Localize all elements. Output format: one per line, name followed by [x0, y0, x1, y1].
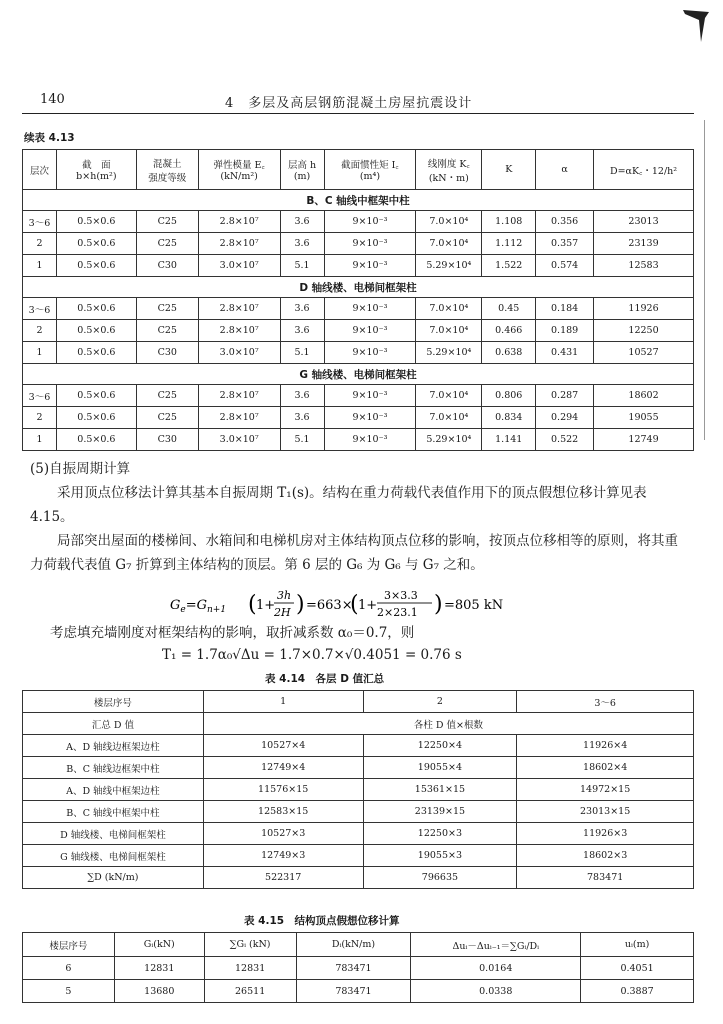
table-row [23, 757, 694, 779]
col-header: 层高 h (m) [280, 150, 324, 190]
table-cell: C25 [136, 320, 198, 342]
table-cell: C30 [136, 255, 198, 277]
table-cell: 0.431 [536, 342, 594, 364]
table-cell: 26511 [204, 980, 296, 1003]
table-cell: 0.5×0.6 [56, 298, 136, 320]
svg-text:1+: 1+ [358, 598, 378, 613]
row-header: A、D 轴线边框架边柱 [23, 735, 204, 757]
table-cell: 7.0×10⁴ [416, 298, 482, 320]
row-header: B、C 轴线边框架中柱 [23, 757, 204, 779]
table-cell: 0.638 [482, 342, 536, 364]
table-cell: 9×10⁻³ [324, 233, 416, 255]
col-header: 线刚度 K꜀ (kN・m) [416, 150, 482, 190]
row-header: 汇总 D 值 [23, 713, 204, 735]
section-row [23, 277, 694, 298]
table-cell: 3.6 [280, 233, 324, 255]
col-header: 混凝土 强度等级 [136, 150, 198, 190]
table-cell: 2.8×10⁷ [198, 407, 280, 429]
svg-text:1+: 1+ [256, 598, 276, 613]
row-header: A、D 轴线中框架边柱 [23, 779, 204, 801]
table-cell: 15361×15 [363, 779, 517, 801]
table-cell: 522317 [203, 867, 363, 889]
table-cell: 7.0×10⁴ [416, 211, 482, 233]
table-caption: 表 4.14 各层 D 值汇总 [265, 673, 385, 685]
col-header: Dᵢ(kN/m) [296, 933, 411, 957]
table-cell: 0.357 [536, 233, 594, 255]
table-cell: 5.29×10⁴ [416, 342, 482, 364]
table-cell: 12250×3 [363, 823, 517, 845]
row-header: B、C 轴线中框架中柱 [23, 801, 204, 823]
table-cell: 0.184 [536, 298, 594, 320]
table-cell: 7.0×10⁴ [416, 385, 482, 407]
section-title: D 轴线楼、电梯间框架柱 [23, 277, 694, 298]
svg-text:(: ( [350, 592, 359, 617]
table-cell: C25 [136, 298, 198, 320]
paragraph: 采用顶点位移法计算其基本自振周期 T₁(s)。结构在重力荷载代表值作用下的顶点假想位移计算见表 4.15。 [30, 485, 647, 525]
table-cell: 12831 [204, 957, 296, 980]
col-header: K [482, 150, 536, 190]
table-row [23, 429, 694, 451]
table-cell: 3.0×10⁷ [198, 342, 280, 364]
page-number: 140 [40, 92, 65, 107]
table-cell: 0.45 [482, 298, 536, 320]
table-cell: 0.0338 [411, 980, 581, 1003]
table-cell: 5.1 [280, 429, 324, 451]
table-cell: 3.6 [280, 407, 324, 429]
table-row [23, 823, 694, 845]
table-cell: 12831 [114, 957, 204, 980]
table-cell: C25 [136, 407, 198, 429]
table-cell: 0.4051 [581, 957, 694, 980]
table-cell: 12583×15 [203, 801, 363, 823]
table-cell: 0.522 [536, 429, 594, 451]
svg-text:3h: 3h [277, 589, 292, 602]
table-cell: 2.8×10⁷ [198, 211, 280, 233]
col-header: 截面惯性矩 I꜀ (m⁴) [324, 150, 416, 190]
col-header: 3～6 [517, 691, 694, 713]
data-table-413 [22, 149, 694, 451]
table-cell: 5 [23, 980, 115, 1003]
table-cell: 19055 [594, 407, 694, 429]
running-title: 4 多层及高层钢筋混凝土房屋抗震设计 [225, 96, 473, 111]
svg-text:): ) [296, 592, 305, 617]
scan-corner-mark [681, 8, 711, 44]
table-cell: 18602×3 [517, 845, 694, 867]
col-header: 楼层序号 [23, 691, 204, 713]
table-cell: 1.141 [482, 429, 536, 451]
paragraph: 局部突出屋面的楼梯间、水箱间和电梯机房对主体结构顶点位移的影响，按顶点位移相等的原则，将其重力荷载代表值 G₇ 折算到主体结构的顶层。第 6 层的 G₆ 为 G₆ 与 G₇ 之和。 [30, 533, 678, 573]
table-cell: 9×10⁻³ [324, 255, 416, 277]
table-cell: 14972×15 [517, 779, 694, 801]
table-cell: 12749 [594, 429, 694, 451]
svg-text:=805 kN: =805 kN [444, 598, 504, 613]
col-header: Δuᵢ－Δuᵢ₋₁＝∑Gᵢ/Dᵢ [411, 933, 581, 957]
table-cell: 3～6 [23, 298, 57, 320]
sum-row [23, 867, 694, 889]
table-cell: 11926×3 [517, 823, 694, 845]
paragraph: 考虑填充墙刚度对框架结构的影响，取折减系数 α₀＝0.7，则 [50, 625, 415, 641]
table-row [23, 801, 694, 823]
table-cell: 11926 [594, 298, 694, 320]
table-cell: 1 [23, 255, 57, 277]
table-cell: 0.356 [536, 211, 594, 233]
table-cell: 0.5×0.6 [56, 385, 136, 407]
section-row [23, 190, 694, 211]
table-cell: 2.8×10⁷ [198, 385, 280, 407]
table-cell: 10527×4 [203, 735, 363, 757]
header-rule [22, 113, 694, 114]
svg-text:(: ( [248, 592, 257, 617]
col-header: uᵢ(m) [581, 933, 694, 957]
table-cell: 18602×4 [517, 757, 694, 779]
svg-text:2×23.1: 2×23.1 [377, 606, 418, 619]
table-cell: 0.574 [536, 255, 594, 277]
table-cell: 0.0164 [411, 957, 581, 980]
table-row [23, 779, 694, 801]
table-cell: 3.6 [280, 211, 324, 233]
table-row [23, 298, 694, 320]
section-title: G 轴线楼、电梯间框架柱 [23, 364, 694, 385]
table-cell: 3.0×10⁷ [198, 255, 280, 277]
table-cell: 1 [23, 342, 57, 364]
table-cell: C25 [136, 233, 198, 255]
table-row [23, 407, 694, 429]
table-cell: 2.8×10⁷ [198, 298, 280, 320]
table-cell: 23139×15 [363, 801, 517, 823]
table-cell: 0.5×0.6 [56, 211, 136, 233]
table-cell: 11576×15 [203, 779, 363, 801]
col-header: α [536, 150, 594, 190]
row-header: D 轴线楼、电梯间框架柱 [23, 823, 204, 845]
table-cell: 2.8×10⁷ [198, 320, 280, 342]
table-caption: 续表 4.13 [24, 132, 75, 144]
table-row [23, 211, 694, 233]
table-cell: 7.0×10⁴ [416, 407, 482, 429]
table-cell: 0.5×0.6 [56, 255, 136, 277]
table-cell: 0.5×0.6 [56, 429, 136, 451]
svg-text:3×3.3: 3×3.3 [384, 589, 418, 602]
subheader-row [23, 713, 694, 735]
table-caption: 表 4.15 结构顶点假想位移计算 [244, 915, 400, 927]
col-header: 1 [203, 691, 363, 713]
table-cell: 9×10⁻³ [324, 342, 416, 364]
table-cell: 0.5×0.6 [56, 342, 136, 364]
col-header: 层次 [23, 150, 57, 190]
table-cell: 783471 [296, 980, 411, 1003]
table-row [23, 320, 694, 342]
table-cell: 5.29×10⁴ [416, 429, 482, 451]
table-cell: 10527 [594, 342, 694, 364]
col-header: ∑Gᵢ (kN) [204, 933, 296, 957]
table-cell: 0.3887 [581, 980, 694, 1003]
data-table-414 [22, 690, 694, 889]
table-cell: 3～6 [23, 385, 57, 407]
svg-text:): ) [434, 592, 443, 617]
table-cell: 19055×4 [363, 757, 517, 779]
section-title: B、C 轴线中框架中柱 [23, 190, 694, 211]
svg-text:Ge=Gn+1: $G_e=G_{n+1}$ [170, 598, 227, 615]
table-cell: C25 [136, 385, 198, 407]
table-cell: 9×10⁻³ [324, 320, 416, 342]
table-row [23, 233, 694, 255]
table-cell: 0.287 [536, 385, 594, 407]
table-row [23, 735, 694, 757]
table-cell: 3.0×10⁷ [198, 429, 280, 451]
table-cell: 23139 [594, 233, 694, 255]
table-cell: 19055×3 [363, 845, 517, 867]
col-header: Gᵢ(kN) [114, 933, 204, 957]
svg-text:=663×: =663× [306, 598, 353, 613]
table-cell: 7.0×10⁴ [416, 320, 482, 342]
table-cell: C30 [136, 342, 198, 364]
row-header: ∑D (kN/m) [23, 867, 204, 889]
table-cell: C25 [136, 211, 198, 233]
table-cell: 9×10⁻³ [324, 385, 416, 407]
col-header: 弹性模量 E꜀ (kN/m²) [198, 150, 280, 190]
row-header: G 轴线楼、电梯间框架柱 [23, 845, 204, 867]
table-cell: 3.6 [280, 320, 324, 342]
equation-t1: T₁ = 1.7α₀√Δu = 1.7×0.7×√0.4051 = 0.76 s [162, 647, 462, 663]
header-row [23, 933, 694, 957]
table-cell: 3.6 [280, 385, 324, 407]
table-cell: 9×10⁻³ [324, 429, 416, 451]
table-row [23, 385, 694, 407]
table-cell: 0.834 [482, 407, 536, 429]
table-cell: 9×10⁻³ [324, 407, 416, 429]
table-cell: 3～6 [23, 211, 57, 233]
table-cell: 783471 [517, 867, 694, 889]
table-cell: 1.112 [482, 233, 536, 255]
col-header: 楼层序号 [23, 933, 115, 957]
table-cell: 0.5×0.6 [56, 233, 136, 255]
table-row [23, 255, 694, 277]
table-cell: 10527×3 [203, 823, 363, 845]
table-row [23, 342, 694, 364]
table-cell: 18602 [594, 385, 694, 407]
col-header: 各柱 D 值×根数 [203, 713, 693, 735]
table-cell: 1.522 [482, 255, 536, 277]
table-cell: 9×10⁻³ [324, 298, 416, 320]
table-cell: 1.108 [482, 211, 536, 233]
table-row [23, 957, 694, 980]
table-cell: 5.1 [280, 342, 324, 364]
table-cell: 0.5×0.6 [56, 320, 136, 342]
equation-ge [170, 585, 570, 625]
table-cell: 5.1 [280, 255, 324, 277]
table-cell: 6 [23, 957, 115, 980]
table-cell: 0.466 [482, 320, 536, 342]
section-heading: (5)自振周期计算 [30, 461, 131, 477]
table-cell: 11926×4 [517, 735, 694, 757]
table-cell: 2 [23, 233, 57, 255]
table-cell: 13680 [114, 980, 204, 1003]
table-cell: 2 [23, 320, 57, 342]
table-cell: 23013 [594, 211, 694, 233]
table-cell: 1 [23, 429, 57, 451]
table-cell: 12250×4 [363, 735, 517, 757]
data-table-415 [22, 932, 694, 1003]
col-header: 截 面 b×h(m²) [56, 150, 136, 190]
table-cell: 3.6 [280, 298, 324, 320]
col-header: 2 [363, 691, 517, 713]
table-cell: 12250 [594, 320, 694, 342]
table-cell: 9×10⁻³ [324, 211, 416, 233]
table-row [23, 845, 694, 867]
table-cell: 0.806 [482, 385, 536, 407]
table-row [23, 980, 694, 1003]
table-cell: 23013×15 [517, 801, 694, 823]
table-cell: 12749×4 [203, 757, 363, 779]
table-cell: 796635 [363, 867, 517, 889]
table-cell: 2 [23, 407, 57, 429]
table-cell: 7.0×10⁴ [416, 233, 482, 255]
table-cell: 0.5×0.6 [56, 407, 136, 429]
scan-edge-line [704, 120, 705, 440]
table-cell: 0.294 [536, 407, 594, 429]
table-cell: 12583 [594, 255, 694, 277]
table-cell: 5.29×10⁴ [416, 255, 482, 277]
table-cell: C30 [136, 429, 198, 451]
table-cell: 0.189 [536, 320, 594, 342]
svg-text:2H: 2H [274, 606, 291, 619]
col-header: D=αK꜀・12/h² [594, 150, 694, 190]
table-cell: 783471 [296, 957, 411, 980]
section-row [23, 364, 694, 385]
header-row [23, 691, 694, 713]
table-cell: 2.8×10⁷ [198, 233, 280, 255]
table-cell: 12749×3 [203, 845, 363, 867]
